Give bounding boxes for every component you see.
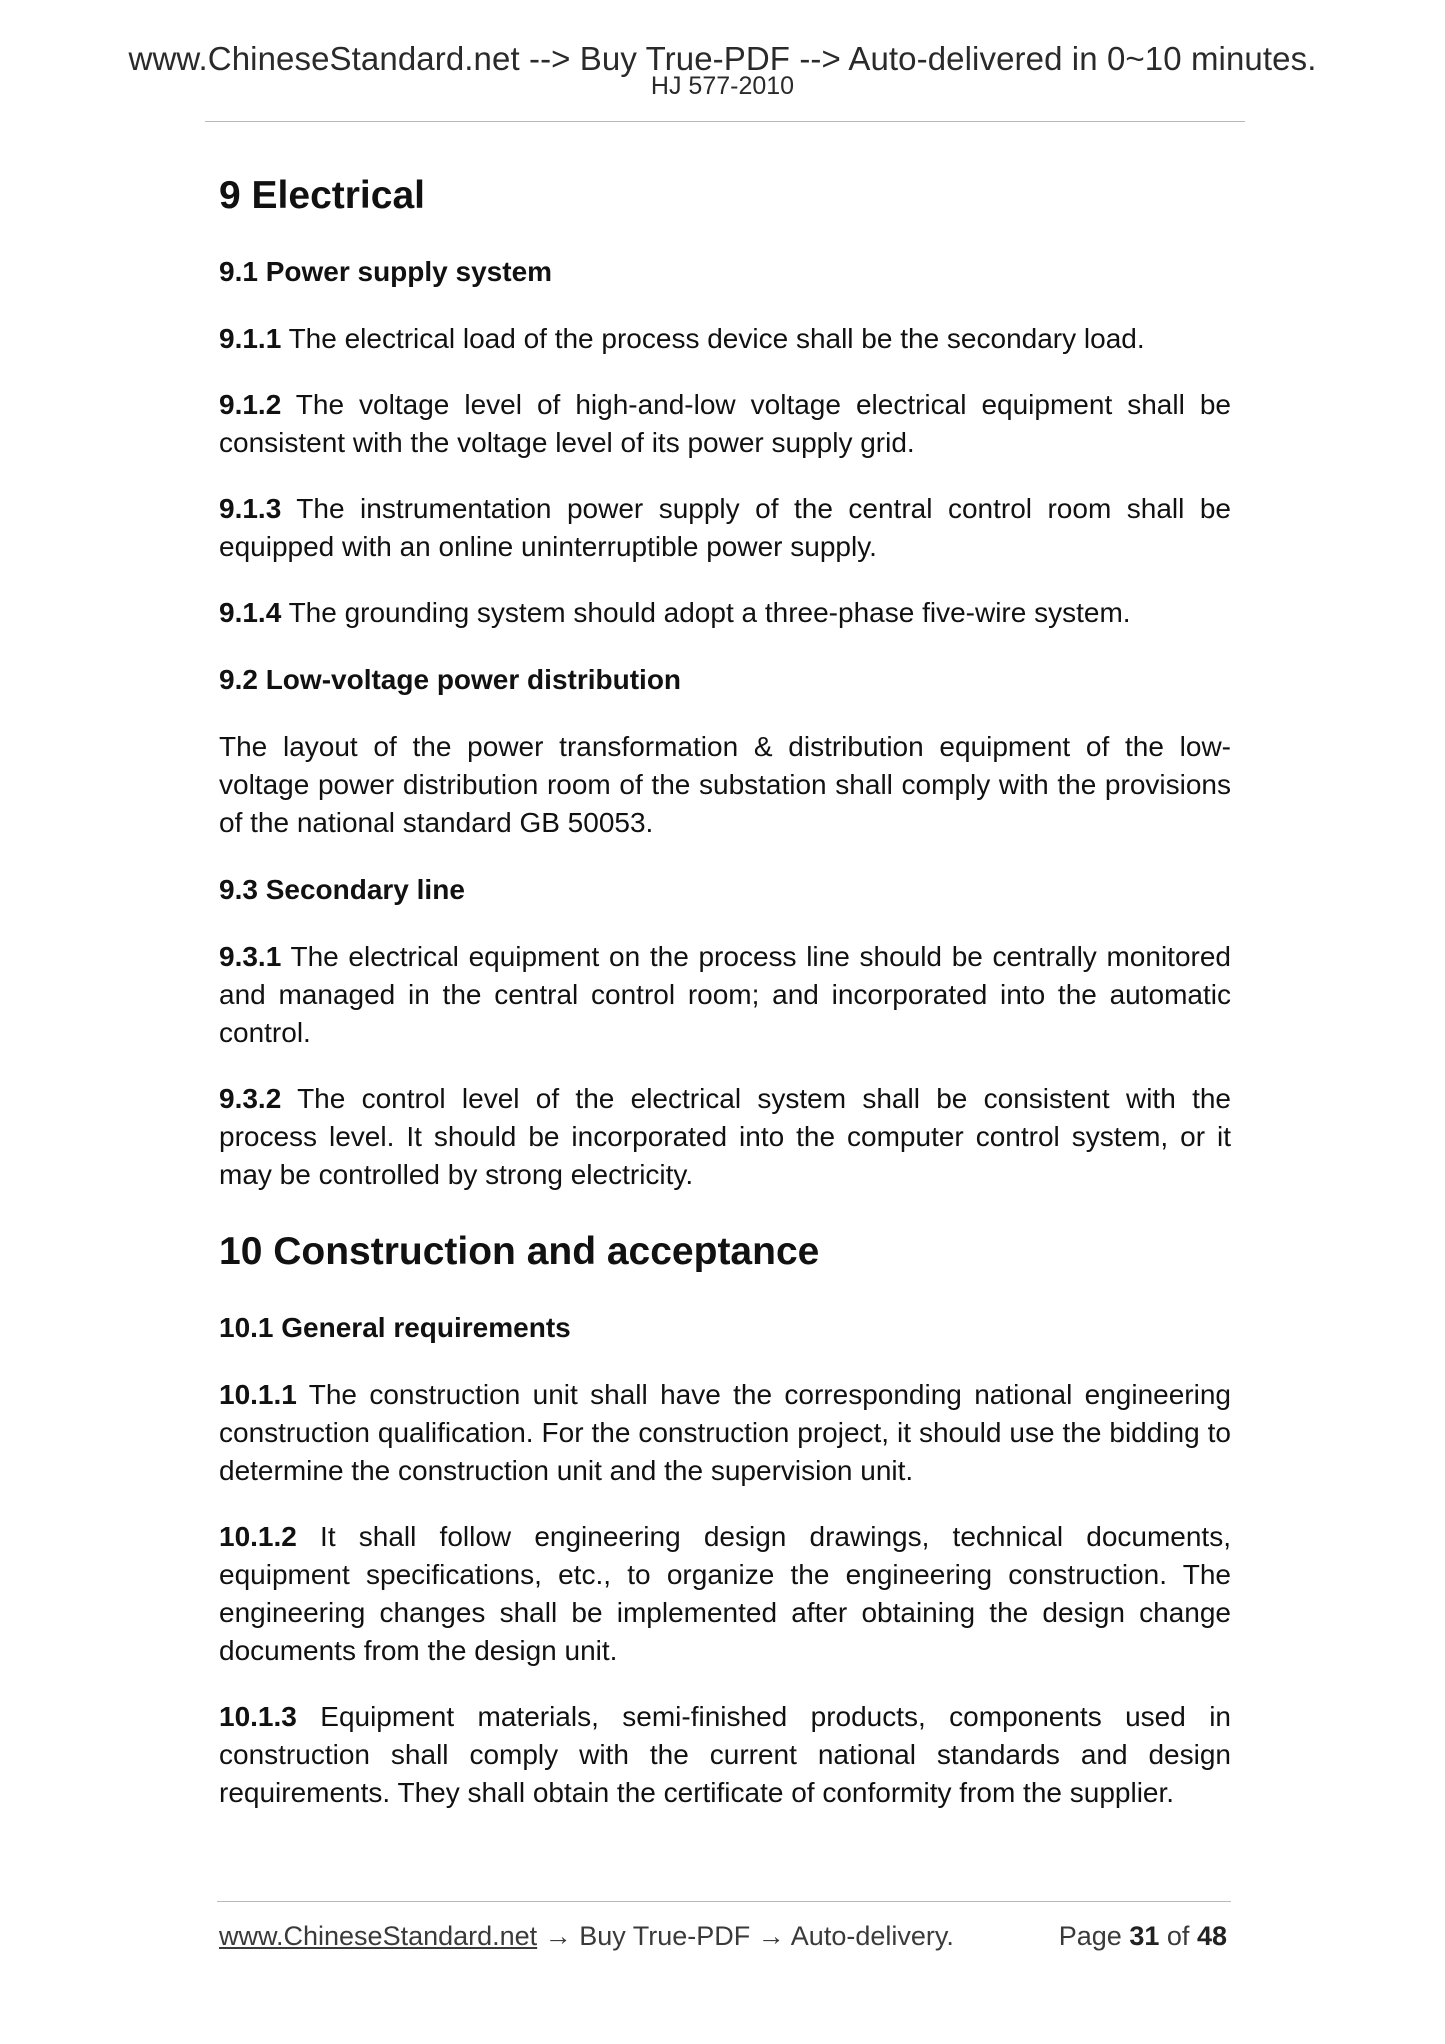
clause-text: The control level of the electrical system shall be consistent with the process level. It should be incorporated into the computer control system, or it may be controlled by strong electricity. [219,1083,1231,1190]
clause-number: 10.1.1 [219,1379,297,1410]
clause-number: 9.1.2 [219,389,282,420]
clause-number: 9.3.2 [219,1083,282,1114]
clause-text: The grounding system should adopt a three-phase five-wire system. [288,597,1131,628]
footer-delivery-text: Auto-delivery. [790,1921,954,1951]
clause-text: The voltage level of high-and-low voltage electrical equipment shall be consistent with the voltage level of its power supply grid. [219,389,1231,458]
clause-text: The electrical load of the process device shall be the secondary load. [288,323,1145,354]
total-pages: 48 [1196,1921,1227,1951]
section-9-1-title: 9.1 Power supply system [219,256,553,287]
section-9-2-title: 9.2 Low-voltage power distribution [219,664,682,695]
current-page: 31 [1129,1921,1160,1951]
clause-10-1-3 [219,1698,1231,1812]
clause-10-1-1 [219,1376,1231,1490]
clause-9-1-2 [219,386,1231,462]
section-9-2-text: The layout of the power transformation & distribution equipment of the low-voltage power distribution room of the substation shall comply with the provisions of the national standard GB 50053. [219,731,1231,838]
clause-9-1-4 [219,594,1231,632]
clause-number: 9.1.3 [219,493,282,524]
clause-9-3-2 [219,1080,1231,1194]
section-9-3-title: 9.3 Secondary line [219,874,465,905]
page-number [1059,1921,1227,1952]
clause-text: The construction unit shall have the corresponding national engineering construction qualification. For the construction project, it should use the bidding to determine the construction unit and the supervision unit. [219,1379,1231,1486]
page-footer [219,1921,1231,1952]
clause-number: 9.1.1 [219,323,282,354]
clause-9-1-3 [219,490,1231,566]
footer-buy-text: Buy True-PDF [579,1921,751,1951]
clause-text: Equipment materials, semi-finished products, components used in construction shall comply with the current national standards and design requirements. They shall obtain the certificate of conformity from the supplier. [219,1701,1232,1808]
document-id: HJ 577-2010 [650,72,795,100]
clause-number: 10.1.3 [219,1701,297,1732]
clause-number: 10.1.2 [219,1521,297,1552]
section-9-title: 9 Electrical [219,174,425,217]
section-10-1-title: 10.1 General requirements [219,1312,571,1343]
header-banner: www.ChineseStandard.net --> Buy True-PDF --> Auto-delivered in 0~10 minutes. [128,40,1317,77]
clause-text: The instrumentation power supply of the central control room shall be equipped with an online uninterruptible power supply. [219,493,1231,562]
clause-number: 9.1.4 [219,597,282,628]
clause-text: The electrical equipment on the process line should be centrally monitored and managed in the central control room; and incorporated into the automatic control. [219,941,1231,1048]
clause-number: 9.3.1 [219,941,282,972]
of-label: of [1166,1921,1190,1951]
arrow-icon: → [544,1921,572,1951]
footer-site-link[interactable]: www.ChineseStandard.net [219,1921,538,1951]
footer-divider [217,1901,1231,1902]
clause-9-3-1 [219,938,1231,1052]
page-label: Page [1058,1921,1122,1951]
header-divider [205,121,1245,122]
clause-10-1-2 [219,1518,1231,1670]
clause-text: It shall follow engineering design drawings, technical documents, equipment specifications, etc., to organize the engineering construction. The engineering changes shall be implemented after obtaining the design change documents from the design unit. [219,1521,1231,1666]
arrow-icon: → [757,1921,785,1951]
page-content [219,168,1231,1812]
section-10-title: 10 Construction and acceptance [219,1230,820,1273]
clause-9-1-1 [219,320,1231,358]
